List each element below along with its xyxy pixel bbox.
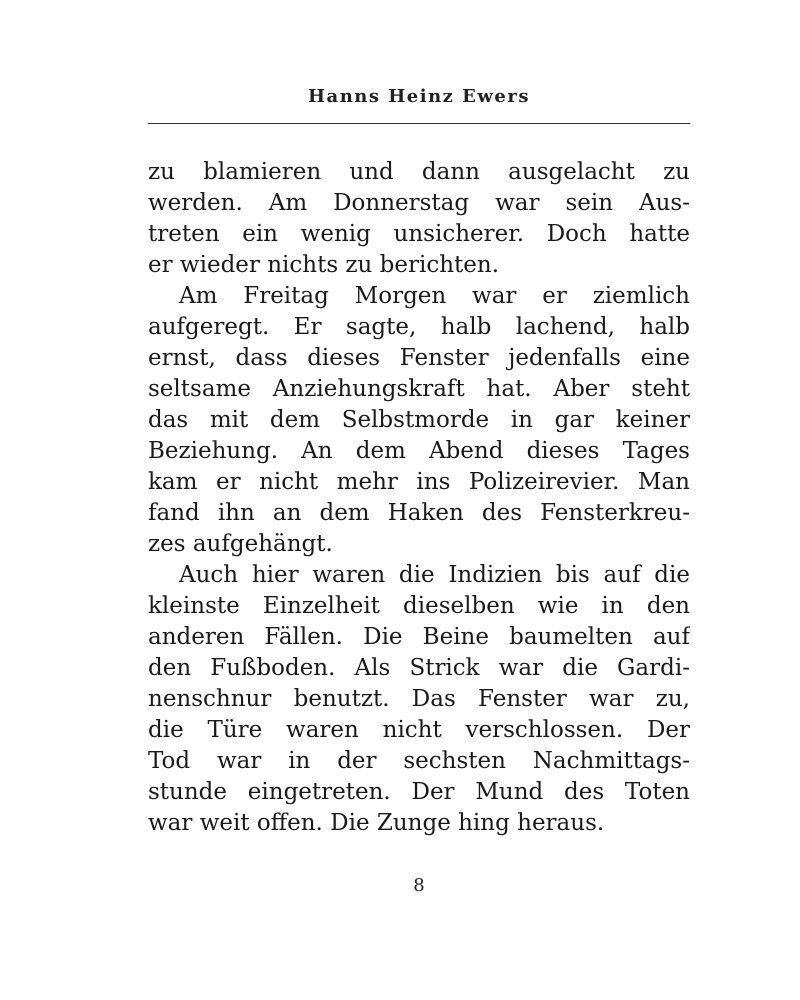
running-header: Hanns Heinz Ewers [308, 86, 530, 107]
text-line: war weit offen. Die Zunge hing heraus. [148, 810, 605, 836]
text-line: werden. Am Donnerstag war sein Aus- [148, 190, 690, 216]
header-rule [148, 123, 690, 124]
text-line: stunde eingetreten. Der Mund des Toten [148, 779, 690, 805]
text-line: das mit dem Selbstmorde in gar keiner [148, 407, 690, 433]
text-line: er wieder nichts zu berichten. [148, 252, 500, 278]
text-line: seltsame Anziehungskraft hat. Aber steht [148, 376, 690, 402]
text-line: zes aufgehängt. [148, 531, 333, 557]
text-line: treten ein wenig unsicherer. Doch hatte [148, 221, 690, 247]
text-line: fand ihn an dem Haken des Fensterkreu- [148, 500, 690, 526]
text-line: kam er nicht mehr ins Polizeirevier. Man [148, 469, 690, 495]
text-line: aufgeregt. Er sagte, halb lachend, halb [148, 314, 690, 340]
text-line: nenschnur benutzt. Das Fenster war zu, [148, 686, 690, 712]
text-line: kleinste Einzelheit dieselben wie in den [148, 593, 690, 619]
page-number: 8 [413, 875, 425, 896]
text-line: zu blamieren und dann ausgelacht zu [148, 159, 690, 185]
text-line: Tod war in der sechsten Nachmittags- [148, 748, 690, 774]
text-line: Auch hier waren die Indizien bis auf die [179, 562, 690, 588]
body-text [148, 157, 690, 839]
text-line: die Türe waren nicht verschlossen. Der [148, 717, 690, 743]
text-line: Beziehung. An dem Abend dieses Tages [148, 438, 690, 464]
text-line: ernst, dass dieses Fenster jedenfalls eine [148, 345, 690, 371]
text-line: Am Freitag Morgen war er ziemlich [179, 283, 690, 309]
text-line: den Fußboden. Als Strick war die Gardi- [148, 655, 690, 681]
text-line: anderen Fällen. Die Beine baumelten auf [148, 624, 690, 650]
